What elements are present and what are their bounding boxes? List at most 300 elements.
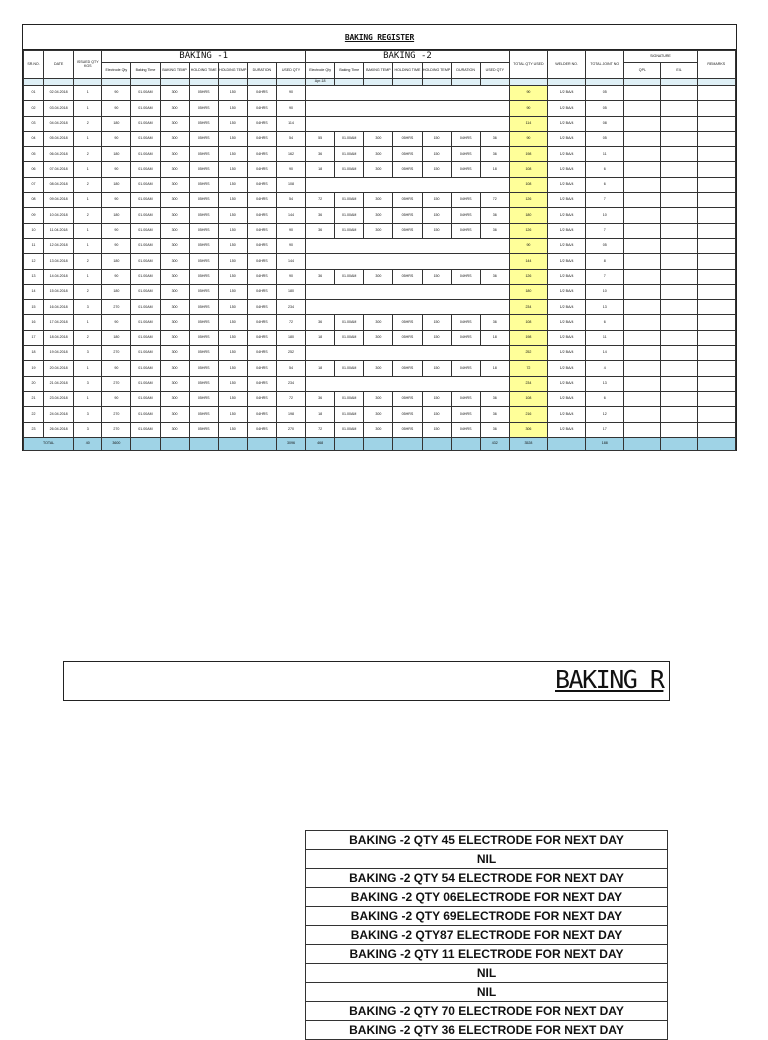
baking1-cell: 150 xyxy=(218,177,247,192)
baking2-cell: 18 xyxy=(306,361,335,376)
total-issued: 40 xyxy=(74,437,102,450)
joint-no-cell: 05 xyxy=(586,101,624,116)
baking1-cell: 162 xyxy=(276,147,305,162)
baking1-cell: 90 xyxy=(276,223,305,238)
month-label: Apr-18 xyxy=(306,79,335,86)
joint-no-cell: 14 xyxy=(586,346,624,361)
table-row xyxy=(24,177,736,192)
baking2-cell: 72 xyxy=(480,193,509,208)
remarks-cell xyxy=(697,147,735,162)
baking2-cell: 01.00AM xyxy=(335,361,364,376)
baking2-cell: 150 xyxy=(422,315,451,330)
baking2-cell: 36 xyxy=(480,131,509,146)
date-cell: 04.04.2018 xyxy=(44,116,74,131)
baking1-cell: 144 xyxy=(276,208,305,223)
sub-baking-temp-2: BAKING TEMP xyxy=(364,63,393,79)
sl-no-cell: 12 xyxy=(24,254,44,269)
baking1-cell: 01.00AM xyxy=(131,376,160,391)
cell xyxy=(422,79,451,86)
date-cell: 07.04.2018 xyxy=(44,162,74,177)
baking2-cell: 150 xyxy=(422,330,451,345)
sl-no-cell: 05 xyxy=(24,147,44,162)
baking1-cell: 04HRS xyxy=(247,208,276,223)
table-row xyxy=(24,208,736,223)
baking1-cell: 04HRS xyxy=(247,269,276,284)
cell xyxy=(247,79,276,86)
baking2-cell: 36 xyxy=(480,422,509,437)
baking2-cell: 01.00AM xyxy=(335,330,364,345)
baking1-cell: 05HRS xyxy=(189,101,218,116)
welder-no-cell: 1/2 BA/4 xyxy=(548,193,586,208)
baking2-cell: 36 xyxy=(306,269,335,284)
joint-no-cell: 8 xyxy=(586,254,624,269)
remarks-cell xyxy=(697,131,735,146)
remarks-cell xyxy=(697,284,735,299)
baking2-cell: 05HRS xyxy=(393,315,422,330)
header-remarks: REMARKS xyxy=(697,51,735,79)
sub-signature-qpl: QPL xyxy=(624,63,661,79)
baking1-cell: 54 xyxy=(276,131,305,146)
signature-eil-cell xyxy=(661,361,697,376)
baking2-cell: 18 xyxy=(306,162,335,177)
total-qty-cell: 114 xyxy=(509,116,547,131)
baking1-cell: 300 xyxy=(160,86,189,101)
remarks-cell xyxy=(697,300,735,315)
sub-used-qty-2: USED QTY xyxy=(480,63,509,79)
total-row xyxy=(24,437,736,450)
baking1-cell: 270 xyxy=(102,422,131,437)
table-row xyxy=(24,147,736,162)
signature-qpl-cell xyxy=(624,116,661,131)
remarks-cell xyxy=(697,86,735,101)
baking2-cell: 150 xyxy=(422,147,451,162)
baking1-cell: 05HRS xyxy=(189,162,218,177)
baking1-cell: 90 xyxy=(276,269,305,284)
signature-eil-cell xyxy=(661,269,697,284)
cell xyxy=(697,437,735,450)
signature-eil-cell xyxy=(661,238,697,253)
baking1-cell: 150 xyxy=(218,330,247,345)
date-cell: 19.04.2018 xyxy=(44,346,74,361)
baking2-blank xyxy=(306,284,510,299)
baking1-cell: 72 xyxy=(276,315,305,330)
baking1-cell: 01.00AM xyxy=(131,86,160,101)
baking1-cell: 180 xyxy=(102,208,131,223)
baking2-cell: 01.00AM xyxy=(335,315,364,330)
note-row: BAKING -2 QTY 70 ELECTRODE FOR NEXT DAY xyxy=(305,1002,668,1021)
signature-qpl-cell xyxy=(624,101,661,116)
baking2-blank xyxy=(306,376,510,391)
baking1-cell: 150 xyxy=(218,223,247,238)
baking1-cell: 05HRS xyxy=(189,131,218,146)
baking2-cell: 300 xyxy=(364,407,393,422)
baking1-cell: 01.00AM xyxy=(131,147,160,162)
baking2-cell: 05HRS xyxy=(393,361,422,376)
baking1-cell: 90 xyxy=(276,238,305,253)
baking1-cell: 04HRS xyxy=(247,162,276,177)
baking1-cell: 150 xyxy=(218,284,247,299)
table-row xyxy=(24,86,736,101)
sl-no-cell: 04 xyxy=(24,131,44,146)
issued-qty-cell: 2 xyxy=(74,330,102,345)
sub-electrode-qty-2: Electrode Qty xyxy=(306,63,335,79)
baking2-cell: 36 xyxy=(306,147,335,162)
baking1-cell: 01.00AM xyxy=(131,101,160,116)
baking1-cell: 90 xyxy=(102,101,131,116)
signature-eil-cell xyxy=(661,407,697,422)
baking1-cell: 04HRS xyxy=(247,193,276,208)
joint-no-cell: 11 xyxy=(586,147,624,162)
signature-qpl-cell xyxy=(624,284,661,299)
baking2-cell: 72 xyxy=(306,422,335,437)
header-total-joint: TOTAL JOINT NO xyxy=(586,51,624,79)
cell xyxy=(480,79,509,86)
cell xyxy=(509,79,547,86)
baking2-cell: 300 xyxy=(364,315,393,330)
signature-qpl-cell xyxy=(624,315,661,330)
signature-eil-cell xyxy=(661,422,697,437)
baking2-cell: 05HRS xyxy=(393,162,422,177)
welder-no-cell: 1/2 BA/4 xyxy=(548,162,586,177)
sl-no-cell: 02 xyxy=(24,101,44,116)
signature-eil-cell xyxy=(661,162,697,177)
note-row: BAKING -2 QTY 69ELECTRODE FOR NEXT DAY xyxy=(305,907,668,926)
baking2-cell: 150 xyxy=(422,361,451,376)
joint-no-cell: 7 xyxy=(586,193,624,208)
joint-no-cell: 13 xyxy=(586,376,624,391)
baking1-cell: 234 xyxy=(276,376,305,391)
baking1-cell: 180 xyxy=(276,284,305,299)
note-row: NIL xyxy=(305,850,668,869)
baking1-cell: 90 xyxy=(102,269,131,284)
signature-eil-cell xyxy=(661,177,697,192)
baking1-cell: 180 xyxy=(102,147,131,162)
register-table xyxy=(23,50,736,451)
date-cell: 15.04.2018 xyxy=(44,284,74,299)
baking1-cell: 04HRS xyxy=(247,300,276,315)
baking1-cell: 300 xyxy=(160,269,189,284)
baking1-cell: 04HRS xyxy=(247,131,276,146)
total-qty-cell: 306 xyxy=(509,422,547,437)
signature-qpl-cell xyxy=(624,238,661,253)
baking2-cell: 04HRS xyxy=(451,407,480,422)
baking1-cell: 01.00AM xyxy=(131,346,160,361)
baking2-cell: 05HRS xyxy=(393,269,422,284)
date-cell: 08.04.2018 xyxy=(44,177,74,192)
baking1-cell: 01.00AM xyxy=(131,269,160,284)
issued-qty-cell: 2 xyxy=(74,284,102,299)
joint-no-cell: 6 xyxy=(586,162,624,177)
welder-no-cell: 1/2 BA/4 xyxy=(548,361,586,376)
baking2-blank xyxy=(306,238,510,253)
issued-qty-cell: 1 xyxy=(74,101,102,116)
baking1-cell: 150 xyxy=(218,269,247,284)
baking2-cell: 01.00AM xyxy=(335,391,364,406)
sl-no-cell: 03 xyxy=(24,116,44,131)
total-qty-cell: 144 xyxy=(509,254,547,269)
sl-no-cell: 21 xyxy=(24,391,44,406)
date-cell: 26.04.2018 xyxy=(44,422,74,437)
baking1-cell: 01.00AM xyxy=(131,223,160,238)
lower-banner xyxy=(63,661,670,701)
sub-holding-temp-2: HOLDING TEMP xyxy=(422,63,451,79)
baking1-cell: 01.00AM xyxy=(131,238,160,253)
remarks-cell xyxy=(697,162,735,177)
baking1-cell: 04HRS xyxy=(247,86,276,101)
total-qty-cell: 108 xyxy=(509,162,547,177)
sub-baking-time-2: Baking Time xyxy=(335,63,364,79)
baking1-cell: 01.00AM xyxy=(131,131,160,146)
baking1-cell: 180 xyxy=(102,284,131,299)
cell xyxy=(247,437,276,450)
baking2-blank xyxy=(306,116,510,131)
baking2-cell: 05HRS xyxy=(393,330,422,345)
sub-holding-time-2: HOLDING TIME xyxy=(393,63,422,79)
sl-no-cell: 09 xyxy=(24,208,44,223)
issued-qty-cell: 1 xyxy=(74,162,102,177)
total-qty-cell: 108 xyxy=(509,391,547,406)
date-cell: 10.04.2018 xyxy=(44,208,74,223)
welder-no-cell: 1/2 BA/4 xyxy=(548,346,586,361)
note-row: BAKING -2 QTY 45 ELECTRODE FOR NEXT DAY xyxy=(305,830,668,850)
baking1-cell: 300 xyxy=(160,101,189,116)
baking2-cell: 05HRS xyxy=(393,193,422,208)
table-row xyxy=(24,131,736,146)
cell xyxy=(393,437,422,450)
baking2-cell: 300 xyxy=(364,223,393,238)
baking1-cell: 01.00AM xyxy=(131,330,160,345)
welder-no-cell: 1/2 BA/4 xyxy=(548,391,586,406)
baking1-cell: 01.00AM xyxy=(131,177,160,192)
total-qty-cell: 234 xyxy=(509,300,547,315)
baking2-cell: 300 xyxy=(364,361,393,376)
baking1-cell: 05HRS xyxy=(189,208,218,223)
baking2-cell: 150 xyxy=(422,162,451,177)
signature-eil-cell xyxy=(661,330,697,345)
baking1-cell: 300 xyxy=(160,391,189,406)
sl-no-cell: 23 xyxy=(24,422,44,437)
welder-no-cell: 1/2 BA/4 xyxy=(548,284,586,299)
joint-no-cell: 11 xyxy=(586,330,624,345)
baking2-blank xyxy=(306,254,510,269)
table-row xyxy=(24,223,736,238)
total-qty-used: 3528 xyxy=(509,437,547,450)
baking1-cell: 05HRS xyxy=(189,422,218,437)
total-qty-cell: 108 xyxy=(509,177,547,192)
remarks-cell xyxy=(697,238,735,253)
header-baking-2: BAKING -2 xyxy=(306,51,510,63)
table-row xyxy=(24,346,736,361)
baking2-cell: 01.00AM xyxy=(335,208,364,223)
total-qty-cell: 90 xyxy=(509,238,547,253)
total-qty-cell: 90 xyxy=(509,86,547,101)
cell xyxy=(335,79,364,86)
baking2-cell: 36 xyxy=(480,407,509,422)
baking2-cell: 300 xyxy=(364,131,393,146)
baking2-cell: 36 xyxy=(480,208,509,223)
issued-qty-cell: 1 xyxy=(74,391,102,406)
baking1-cell: 300 xyxy=(160,177,189,192)
baking1-cell: 04HRS xyxy=(247,223,276,238)
baking1-cell: 05HRS xyxy=(189,300,218,315)
date-cell: 14.04.2018 xyxy=(44,269,74,284)
baking2-cell: 150 xyxy=(422,223,451,238)
table-row xyxy=(24,300,736,315)
baking1-cell: 05HRS xyxy=(189,223,218,238)
baking1-cell: 04HRS xyxy=(247,284,276,299)
header-signature: SIGNATURE xyxy=(624,51,697,63)
note-row: BAKING -2 QTY 11 ELECTRODE FOR NEXT DAY xyxy=(305,945,668,964)
signature-qpl-cell xyxy=(624,361,661,376)
baking2-cell: 300 xyxy=(364,162,393,177)
baking1-cell: 04HRS xyxy=(247,376,276,391)
table-row xyxy=(24,193,736,208)
joint-no-cell: 05 xyxy=(586,86,624,101)
joint-no-cell: 6 xyxy=(586,315,624,330)
baking1-cell: 150 xyxy=(218,300,247,315)
baking2-cell: 01.00AM xyxy=(335,407,364,422)
baking1-cell: 04HRS xyxy=(247,407,276,422)
signature-qpl-cell xyxy=(624,131,661,146)
baking2-cell: 36 xyxy=(306,391,335,406)
baking1-cell: 150 xyxy=(218,193,247,208)
baking1-cell: 05HRS xyxy=(189,346,218,361)
baking1-cell: 05HRS xyxy=(189,177,218,192)
sl-no-cell: 07 xyxy=(24,177,44,192)
table-row xyxy=(24,116,736,131)
baking1-cell: 01.00AM xyxy=(131,300,160,315)
signature-qpl-cell xyxy=(624,391,661,406)
total-qty-cell: 180 xyxy=(509,208,547,223)
issued-qty-cell: 1 xyxy=(74,269,102,284)
baking1-cell: 01.00AM xyxy=(131,391,160,406)
cell xyxy=(131,437,160,450)
signature-qpl-cell xyxy=(624,193,661,208)
note-row: NIL xyxy=(305,964,668,983)
baking1-cell: 90 xyxy=(276,162,305,177)
signature-qpl-cell xyxy=(624,147,661,162)
welder-no-cell: 1/2 BA/4 xyxy=(548,147,586,162)
baking1-cell: 180 xyxy=(276,330,305,345)
signature-eil-cell xyxy=(661,315,697,330)
sl-no-cell: 10 xyxy=(24,223,44,238)
header-issued-qty: ISSUED QTY KGS xyxy=(74,51,102,79)
remarks-cell xyxy=(697,254,735,269)
table-row xyxy=(24,101,736,116)
total-qty-cell: 234 xyxy=(509,376,547,391)
baking2-cell: 55 xyxy=(306,131,335,146)
signature-qpl-cell xyxy=(624,223,661,238)
baking1-cell: 198 xyxy=(276,407,305,422)
note-row: BAKING -2 QTY 54 ELECTRODE FOR NEXT DAY xyxy=(305,869,668,888)
cell xyxy=(74,79,102,86)
welder-no-cell: 1/2 BA/4 xyxy=(548,330,586,345)
baking2-cell: 04HRS xyxy=(451,162,480,177)
welder-no-cell: 1/2 BA/4 xyxy=(548,116,586,131)
baking1-cell: 05HRS xyxy=(189,391,218,406)
sl-no-cell: 22 xyxy=(24,407,44,422)
baking1-cell: 150 xyxy=(218,162,247,177)
cell xyxy=(624,79,661,86)
welder-no-cell: 1/2 BA/4 xyxy=(548,300,586,315)
signature-eil-cell xyxy=(661,86,697,101)
baking1-cell: 150 xyxy=(218,147,247,162)
sl-no-cell: 01 xyxy=(24,86,44,101)
joint-no-cell: 13 xyxy=(586,300,624,315)
table-row xyxy=(24,254,736,269)
baking1-cell: 300 xyxy=(160,315,189,330)
cell xyxy=(160,437,189,450)
baking1-cell: 05HRS xyxy=(189,330,218,345)
baking1-cell: 300 xyxy=(160,116,189,131)
baking1-cell: 01.00AM xyxy=(131,422,160,437)
baking2-cell: 150 xyxy=(422,208,451,223)
date-cell: 02.04.2018 xyxy=(44,86,74,101)
cell xyxy=(218,437,247,450)
sub-baking-temp-1: BAKING TEMP xyxy=(160,63,189,79)
baking1-cell: 150 xyxy=(218,315,247,330)
baking1-cell: 01.00AM xyxy=(131,407,160,422)
date-cell: 03.04.2018 xyxy=(44,101,74,116)
baking1-cell: 300 xyxy=(160,162,189,177)
baking2-cell: 04HRS xyxy=(451,147,480,162)
sub-duration-2: DURATION xyxy=(451,63,480,79)
header-date: DATE xyxy=(44,51,74,79)
remarks-cell xyxy=(697,177,735,192)
welder-no-cell: 1/2 BA/4 xyxy=(548,86,586,101)
table-row xyxy=(24,284,736,299)
baking1-cell: 01.00AM xyxy=(131,284,160,299)
header-welder-no: WELDER NO. xyxy=(548,51,586,79)
baking1-cell: 54 xyxy=(276,361,305,376)
baking2-cell: 36 xyxy=(480,147,509,162)
baking1-cell: 01.00AM xyxy=(131,208,160,223)
signature-qpl-cell xyxy=(624,269,661,284)
baking1-cell: 05HRS xyxy=(189,407,218,422)
sl-no-cell: 19 xyxy=(24,361,44,376)
sl-no-cell: 06 xyxy=(24,162,44,177)
header-total-qty: TOTAL QTY USED xyxy=(509,51,547,79)
table-row xyxy=(24,238,736,253)
baking2-cell: 18 xyxy=(306,407,335,422)
baking1-cell: 90 xyxy=(102,223,131,238)
baking1-cell: 144 xyxy=(276,254,305,269)
joint-no-cell: 10 xyxy=(586,284,624,299)
baking2-cell: 05HRS xyxy=(393,131,422,146)
baking1-cell: 72 xyxy=(276,391,305,406)
joint-no-cell: 17 xyxy=(586,422,624,437)
welder-no-cell: 1/2 BA/4 xyxy=(548,407,586,422)
baking1-cell: 150 xyxy=(218,376,247,391)
date-cell: 13.04.2018 xyxy=(44,254,74,269)
remarks-cell xyxy=(697,376,735,391)
welder-no-cell: 1/2 BA/4 xyxy=(548,208,586,223)
baking2-cell: 01.00AM xyxy=(335,422,364,437)
baking1-cell: 150 xyxy=(218,346,247,361)
baking1-cell: 300 xyxy=(160,346,189,361)
baking-register-sheet xyxy=(22,24,737,451)
baking2-cell: 04HRS xyxy=(451,223,480,238)
baking1-cell: 01.00AM xyxy=(131,116,160,131)
baking1-cell: 90 xyxy=(102,238,131,253)
baking1-cell: 252 xyxy=(276,346,305,361)
issued-qty-cell: 3 xyxy=(74,407,102,422)
baking2-cell: 05HRS xyxy=(393,391,422,406)
total-qty-cell: 126 xyxy=(509,193,547,208)
baking1-cell: 01.00AM xyxy=(131,254,160,269)
header-sl-no: SR.NO. xyxy=(24,51,44,79)
signature-qpl-cell xyxy=(624,254,661,269)
